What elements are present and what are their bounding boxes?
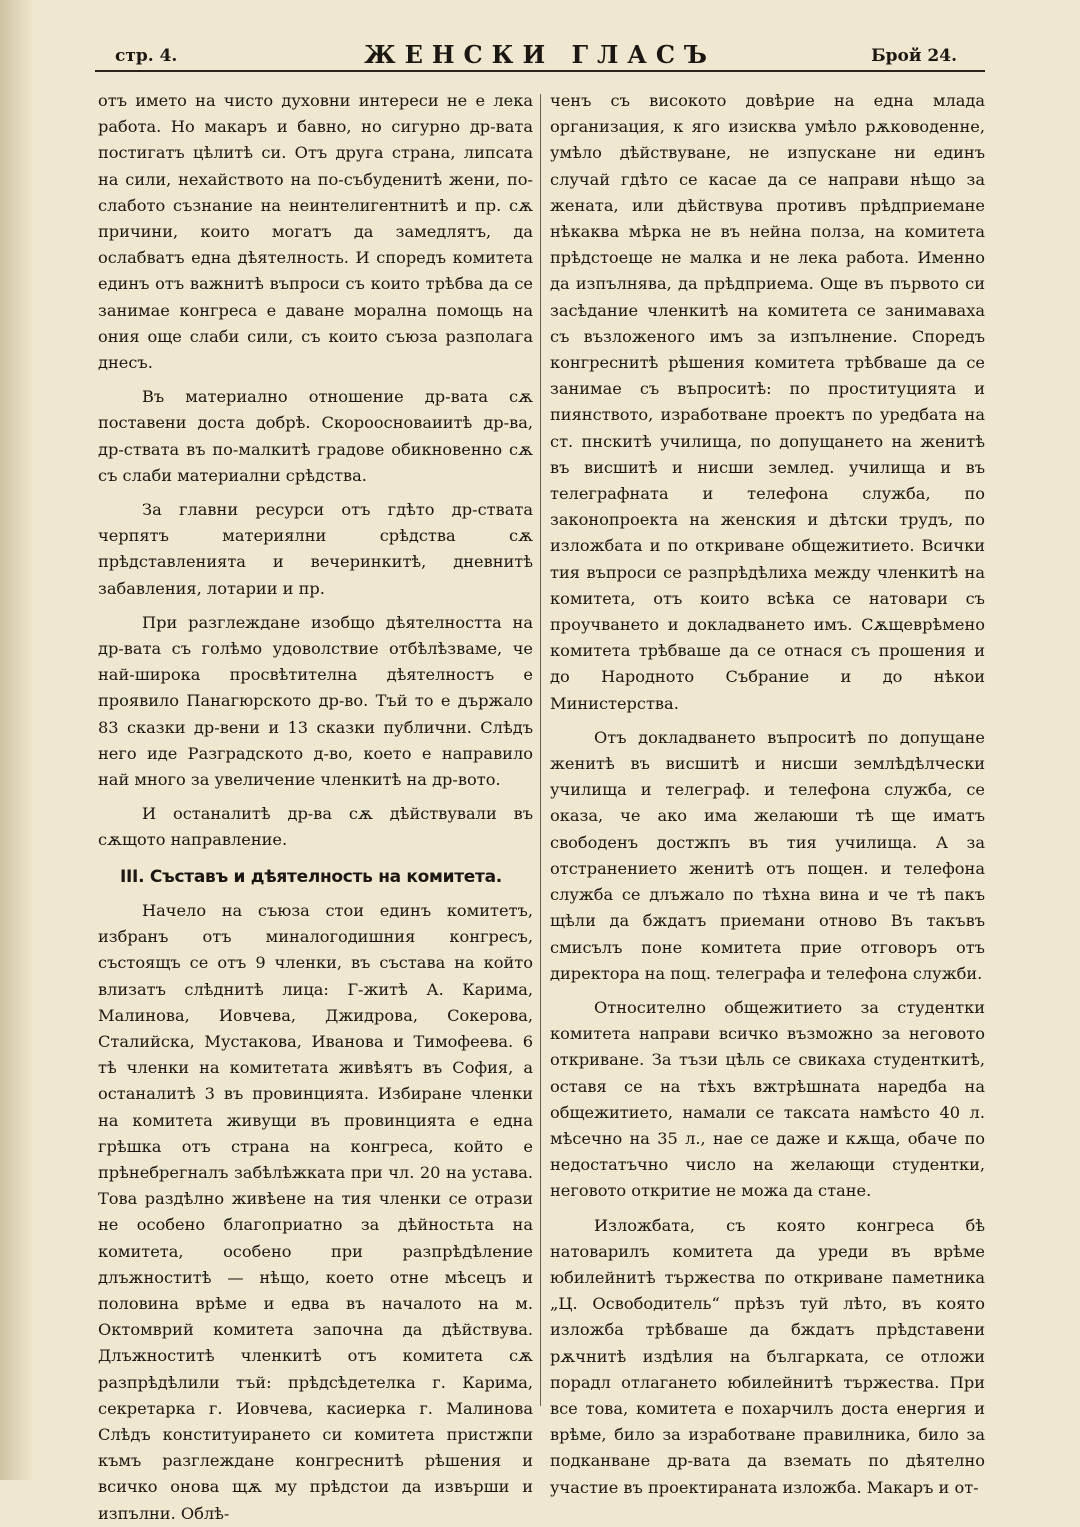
page-number: стр. 4.	[115, 46, 178, 66]
newspaper-title: ЖЕНСКИ ГЛАСЪ	[364, 40, 716, 69]
page-fold-shadow	[0, 0, 34, 1480]
paragraph: ченъ съ високото довѣрие на една млада организация, к яго изисква умѣло рѫководенне, умѣло дѣйствуване, не изпускане ни единъ случай гдѣто се касае да се направи нѣщо за жената, или дѣйствува противъ прѣдприемане нѣкаква мѣрка не въ нейна полза, на комитета прѣдстоеще не малка и не лека работа. Именно да изпълнява, да прѣдприема. Още въ първото си засѣдание членкитѣ на комитета се занимаваха съ възложеного имъ за изпълнение. Споредъ конгреснитѣ рѣшения комитета трѣбваше да се занимае съ въпроситѣ: по проституцията и пиянството, изработване проектъ по уредбата на ст. пнскитѣ училища, по допущането на женитѣ въ висшитѣ и нисши землед. училища и въ телеграфната и телефона служба, по законопроекта на женския и дѣтски трудъ, по изложбата и по откриване общежитието. Всички тия въпроси се разпрѣдѣлиха между членкитѣ на комитета, отъ които всѣка се натовари съ проучването и докладването имъ. Сѫщеврѣмено комитета трѣбваше да се отнася съ прошения и до Народното Събрание и до нѣкои Министерства.	[550, 91, 985, 713]
paragraph: Начело на съюза стои единъ комитетъ, избранъ отъ миналогодишния конгресъ, състоящъ се отъ 9 членки, въ състава на който влизатъ слѣднитѣ лица: Г-житѣ А. Карима, Малинова, Иовчева, Джидрова, Сокерова, Сталийска, Мустакова, Иванова и Тимофеева. 6 тѣ членки на комитетата живѣятъ въ София, а останалитѣ 3 въ провинцията. Избиране членки на комитета живущи въ провинцията е една грѣшка отъ страна на конгреса, който е прѣнебрегналъ забѣлѣжката при чл. 20 на устава. Това раздѣлно живѣене на тия членки се отрази не особено благоприатно за дѣйностьта на комитета, особено при разпрѣдѣление длъжноститѣ — нѣщо, което отне мѣсецъ и половина врѣме и едва въ началото на м. Октомврий комитета започна да дѣйствува. Длъжноститѣ членкитѣ отъ комитета сѫ разпрѣдѣлили тъй: прѣдсѣдетелка г. Карима, секретарка г. Иовчева, касиерка г. Малинова Слѣдъ конституирането си комитета пристжпи къмъ разглеждане конгреснитѣ рѣшения и всичко онова щѫ му прѣдстои да извърши и изпълни. Облѣ-	[98, 900, 533, 1523]
paragraph: Отъ докладването въпроситѣ по допущане женитѣ въ висшитѣ и нисши землѣдѣлчески училища и телеграф. и телефона служба, се оказа, че ако има желаюши тѣ ще иматъ свободенъ достжпъ въ тия училища. А за отстранението женитѣ отъ пощен. и телефона служба се длъжало по тѣхна вина и че тѣ пакъ щѣли да бждатъ приемани отново Въ такъвъ смисълъ поне комитета прие отговоръ отъ директора на пощ. телеграфа и телефона служби.	[550, 727, 985, 983]
paragraph: Относително общежитието за студентки комитета направи всичко възможно за неговото откриване. За тъзи цѣль се свикаха студенткитѣ, оставя се на тѣхъ вжтрѣшната наредба на общежитието, намали се таксата намѣсто 40 л. мѣсечно на 35 л., нае се даже и кѫща, обаче по недостатъчно число на желающи студентки, неговото откритие не можа да стане.	[550, 997, 985, 1201]
paragraph: За главни ресурси отъ гдѣто др-ствата черпятъ материялни срѣдства сѫ прѣдставленията и вечеринкитѣ, дневнитѣ забавления, лотарии и пр.	[98, 500, 533, 598]
paragraph: И останалитѣ др-ва сѫ дѣйствували въ сѫщото направление.	[98, 804, 533, 850]
column-divider	[540, 94, 541, 1406]
header-rule	[95, 70, 985, 72]
section-heading: III. Съставъ и дѣятелность на комитета.	[120, 866, 502, 887]
right-column	[550, 88, 985, 1501]
paragraph: Изложбата, съ която конгреса бѣ натоварилъ комитета да уреди въ врѣме юбилейнитѣ тържества по откриване паметника „Ц. Освободитель“ прѣзъ туй лѣто, въ която изложба трѣбваше да бждатъ прѣдставени рѫчнитѣ издѣлия на българката, се отложи порадл отлагането юбилейнитѣ тържества. При все това, комитета е похарчилъ доста енергия и врѣме, било за изработване правилника, било за подканване др-вата да вземать по дѣятелно участие въ проектираната изложба. Макаръ и от-	[550, 1215, 985, 1497]
paragraph: отъ името на чисто духовни интереси не е лека работа. Но макаръ и бавно, но сигурно др-вата постигатъ цѣлитѣ си. Отъ друга страна, липсата на сили, нехайството на по-събуденитѣ жени, по-слабото съзнание на неинтелигентнитѣ и пр. сѫ причини, които могатъ да замедлятъ, да ослабватъ една дѣятелность. И споредъ комитета единъ отъ важнитѣ въпроси съ които трѣбва да се занимае конгреса е даване морална помощь на ония още слаби сили, съ които съюза разполага днесъ.	[98, 91, 533, 373]
paragraph: Въ материално отношение др-вата сѫ поставени доста добрѣ. Скороосноваиитѣ др-ва, др-ствата въ по-малкитѣ градове обикновенно сѫ съ слаби материални срѣдства.	[98, 387, 533, 485]
left-column	[98, 88, 533, 1527]
issue-number: Брой 24.	[871, 46, 957, 66]
paragraph: При разглеждане изобщо дѣятелността на др-вата съ голѣмо удоволствие отбѣлѣзваме, че най-широка просвѣтителна дѣятелностъ е проявило Панагюрското др-во. Тъй то е държало 83 сказки др-вени и 13 сказки публични. Слѣдъ него иде Разградското д-во, което е направило най много за увеличение членкитѣ на др-вото.	[98, 612, 533, 790]
page-header	[95, 40, 985, 72]
